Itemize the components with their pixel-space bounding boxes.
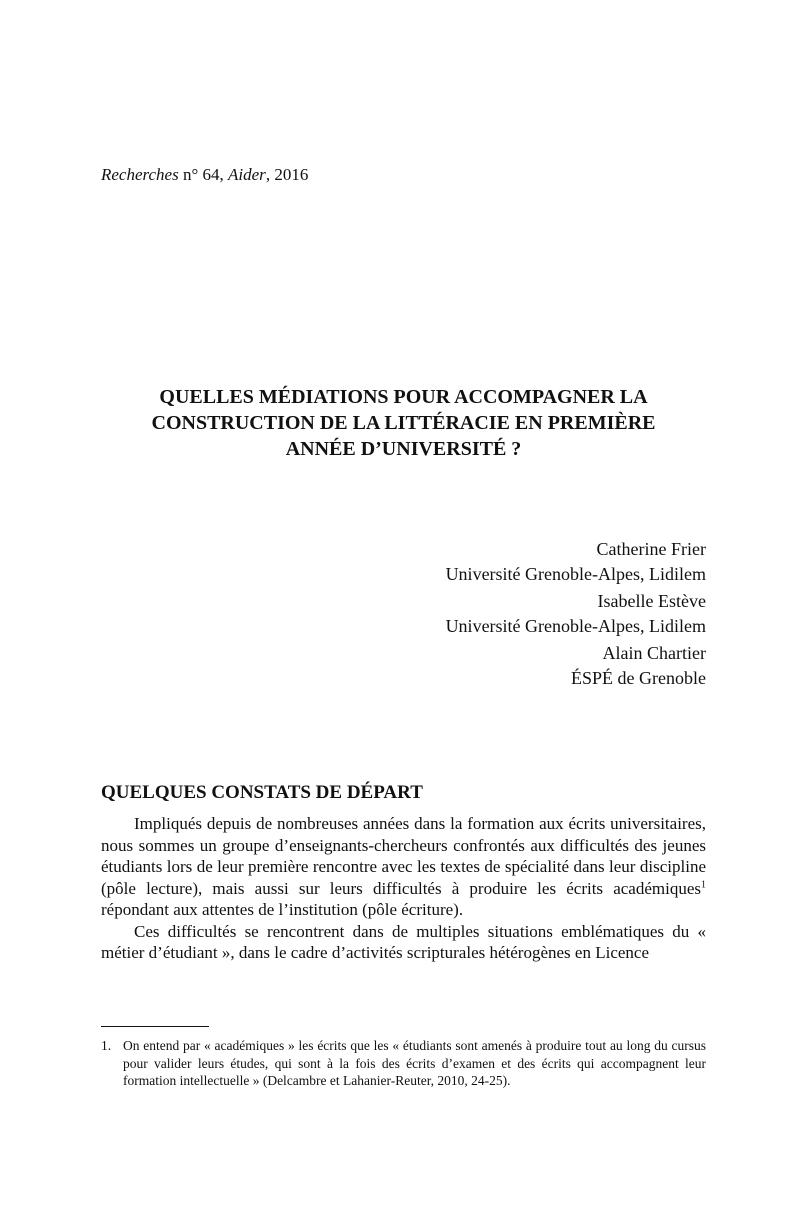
journal-name: Recherches (101, 165, 179, 184)
section-heading: QUELQUES CONSTATS DE DÉPART (101, 782, 423, 803)
author-affiliation: ÉSPÉ de Grenoble (571, 667, 706, 688)
paragraph (101, 813, 706, 921)
title-line-2: CONSTRUCTION DE LA LITTÉRACIE EN PREMIÈRE (151, 412, 656, 434)
author-entry (446, 641, 706, 690)
footnote-reference: 1 (701, 878, 706, 890)
author-affiliation: Université Grenoble-Alpes, Lidilem (445, 615, 706, 636)
footnote-number: 1. (101, 1038, 112, 1053)
paragraph-text: répondant aux attentes de l’institution (pôle écriture). (101, 900, 464, 919)
body-text (101, 813, 706, 964)
paragraph-text: Impliqués depuis de nombreuses années dans la formation aux écrits universitaires, nous sommes un groupe d’enseignants-chercheurs confrontés aux difficultés des jeunes étudiants lors de leur première rencontre avec les textes de spécialité dans leur discipline (pôle lecture), mais aussi sur leurs difficultés à produire les écrits académiques (101, 814, 706, 898)
paragraph: Ces difficultés se rencontrent dans de multiples situations emblématiques du « métier d’étudiant », dans le cadre d’activités scripturales hétérogènes en Licence (101, 921, 706, 962)
author-entry (446, 589, 706, 638)
title-line-1: QUELLES MÉDIATIONS POUR ACCOMPAGNER LA (159, 386, 648, 408)
footnote-separator (101, 1026, 209, 1027)
author-name: Isabelle Estève (597, 591, 706, 611)
article-title (101, 384, 706, 462)
issue-year: , 2016 (265, 165, 309, 184)
author-list (446, 537, 706, 693)
author-entry (446, 537, 706, 586)
issue-theme: Aider (228, 165, 266, 184)
author-name: Catherine Frier (596, 539, 706, 559)
author-name: Alain Chartier (602, 643, 706, 663)
footnote (101, 1037, 706, 1090)
issue-number: n° 64, (178, 165, 229, 184)
footnote-text: On entend par « académiques » les écrits que les « étudiants sont amenés à produire tout au long du cursus pour valider leurs études, qui sont à la fois des écrits d’examen et des écrits qui accompagnent leur formation intellectuelle » (Delcambre et Lahanier-Reuter, 2010, 24-25). (123, 1038, 706, 1088)
author-affiliation: Université Grenoble-Alpes, Lidilem (445, 563, 706, 584)
title-line-3: ANNÉE D’UNIVERSITÉ ? (285, 438, 522, 460)
running-header (101, 164, 308, 186)
